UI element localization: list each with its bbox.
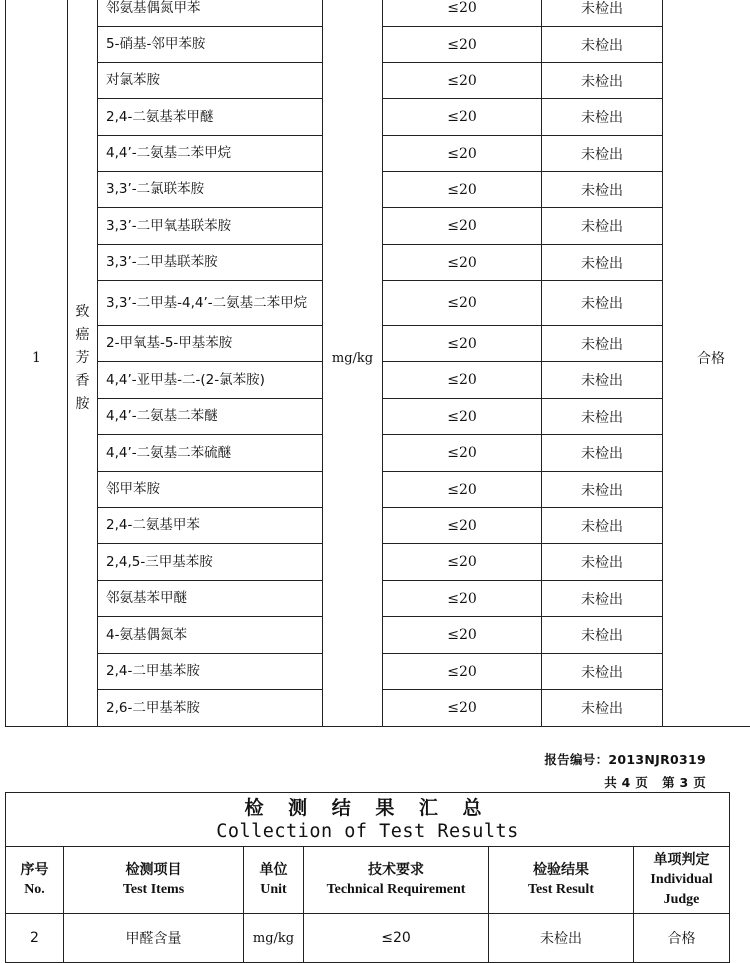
- page-indicator: [604, 773, 706, 791]
- report-number: [544, 750, 706, 768]
- category-char: 香: [68, 370, 97, 393]
- limit-value: ≤20: [383, 245, 542, 281]
- limit-value: ≤20: [383, 0, 542, 27]
- result-value: 未检出: [542, 435, 663, 472]
- amine-name: 3,3’-二甲基-4,4’-二氨基二苯甲烷: [98, 281, 323, 326]
- limit-value: ≤20: [383, 399, 542, 435]
- category-label: [68, 0, 98, 727]
- summary-title: [6, 793, 730, 847]
- row-seq: 2: [6, 914, 64, 963]
- result-value: 未检出: [542, 245, 663, 281]
- result-value: 未检出: [542, 399, 663, 435]
- amine-name: 2,4-二氨基甲苯: [98, 508, 323, 544]
- header-seq-zh: 序号: [6, 860, 63, 880]
- limit-value: ≤20: [383, 136, 542, 172]
- amine-name: 2,4,5-三甲基苯胺: [98, 544, 323, 581]
- amine-name: 5-硝基-邻甲苯胺: [98, 27, 323, 63]
- limit-value: ≤20: [383, 581, 542, 617]
- header-seq-en: No.: [6, 880, 63, 900]
- result-value: 未检出: [542, 508, 663, 544]
- result-value: 未检出: [542, 472, 663, 508]
- limit-value: ≤20: [383, 654, 542, 690]
- result-value: 未检出: [542, 690, 663, 727]
- result-value: 未检出: [542, 27, 663, 63]
- result-value: 未检出: [542, 136, 663, 172]
- report-number-text: 报告编号：2013NJR0319: [544, 752, 706, 767]
- category-char: 胺: [68, 393, 97, 416]
- amine-name: 邻氨基苯甲醚: [98, 581, 323, 617]
- limit-value: ≤20: [383, 208, 542, 245]
- result-value: 未检出: [542, 63, 663, 99]
- header-result-en: Test Result: [489, 880, 633, 900]
- limit-value: ≤20: [383, 27, 542, 63]
- amine-name: 4,4’-二氨基二苯醚: [98, 399, 323, 435]
- result-value: 未检出: [542, 617, 663, 654]
- header-unit-en: Unit: [244, 880, 303, 900]
- summary-title-en: Collection of Test Results: [6, 820, 729, 844]
- amine-name: 3,3’-二氯联苯胺: [98, 172, 323, 208]
- amine-name: 4,4’-亚甲基-二-(2-氯苯胺): [98, 362, 323, 399]
- amine-name: 3,3’-二甲氧基联苯胺: [98, 208, 323, 245]
- amine-name: 4,4’-二氨基二苯甲烷: [98, 136, 323, 172]
- limit-value: ≤20: [383, 326, 542, 362]
- header-requirement-zh: 技术要求: [304, 860, 488, 880]
- header-unit-zh: 单位: [244, 860, 303, 880]
- row-result: 未检出: [489, 914, 634, 963]
- header-judge-zh: 单项判定: [634, 850, 729, 870]
- result-value: 未检出: [542, 0, 663, 27]
- limit-value: ≤20: [383, 172, 542, 208]
- result-value: 未检出: [542, 544, 663, 581]
- row-unit: mg/kg: [244, 914, 304, 963]
- amine-name: 4-氨基偶氮苯: [98, 617, 323, 654]
- header-item-en: Test Items: [64, 880, 243, 900]
- row-requirement: ≤20: [304, 914, 489, 963]
- row-item: 甲醛含量: [64, 914, 244, 963]
- header-requirement-en: Technical Requirement: [304, 880, 488, 900]
- category-char: 致: [68, 301, 97, 324]
- limit-value: ≤20: [383, 472, 542, 508]
- amine-name: 3,3’-二甲基联苯胺: [98, 245, 323, 281]
- amine-name: 2,4-二氨基苯甲醚: [98, 99, 323, 136]
- category-char: 癌: [68, 324, 97, 347]
- row-judge: 合格: [634, 914, 730, 963]
- result-value: 未检出: [542, 172, 663, 208]
- amine-name: 2,6-二甲基苯胺: [98, 690, 323, 727]
- header-requirement: [304, 847, 489, 914]
- limit-value: ≤20: [383, 544, 542, 581]
- result-value: 未检出: [542, 208, 663, 245]
- header-result-zh: 检验结果: [489, 860, 633, 880]
- limit-value: ≤20: [383, 99, 542, 136]
- result-value: 未检出: [542, 362, 663, 399]
- limit-value: ≤20: [383, 690, 542, 727]
- total-pages: 共 4 页: [604, 773, 648, 791]
- header-seq: [6, 847, 64, 914]
- current-page: 第 3 页: [662, 773, 706, 791]
- summary-title-zh: 检 测 结 果 汇 总: [6, 796, 729, 820]
- table-row: [6, 914, 730, 963]
- limit-value: ≤20: [383, 435, 542, 472]
- table-row: [6, 0, 750, 27]
- category-char: 芳: [68, 347, 97, 370]
- limit-value: ≤20: [383, 63, 542, 99]
- header-item-zh: 检测项目: [64, 860, 243, 880]
- amine-name: 2,4-二甲基苯胺: [98, 654, 323, 690]
- amine-name: 邻甲苯胺: [98, 472, 323, 508]
- aromatic-amine-results-table: [5, 0, 750, 727]
- header-judge-en: Individual Judge: [634, 870, 729, 910]
- amine-name: 邻氨基偶氮甲苯: [98, 0, 323, 27]
- seq-number: 1: [6, 0, 68, 727]
- result-value: 未检出: [542, 654, 663, 690]
- summary-header-row: [6, 847, 730, 914]
- result-value: 未检出: [542, 326, 663, 362]
- limit-value: ≤20: [383, 362, 542, 399]
- amine-name: 对氯苯胺: [98, 63, 323, 99]
- limit-value: ≤20: [383, 508, 542, 544]
- result-value: 未检出: [542, 581, 663, 617]
- amine-name: 4,4’-二氨基二苯硫醚: [98, 435, 323, 472]
- header-item: [64, 847, 244, 914]
- result-value: 未检出: [542, 99, 663, 136]
- result-value: 未检出: [542, 281, 663, 326]
- judge-cell: 合格: [663, 0, 750, 727]
- unit-cell: mg/kg: [323, 0, 383, 727]
- limit-value: ≤20: [383, 617, 542, 654]
- header-judge: [634, 847, 730, 914]
- header-unit: [244, 847, 304, 914]
- summary-results-table: [5, 792, 730, 963]
- header-result: [489, 847, 634, 914]
- limit-value: ≤20: [383, 281, 542, 326]
- amine-name: 2-甲氧基-5-甲基苯胺: [98, 326, 323, 362]
